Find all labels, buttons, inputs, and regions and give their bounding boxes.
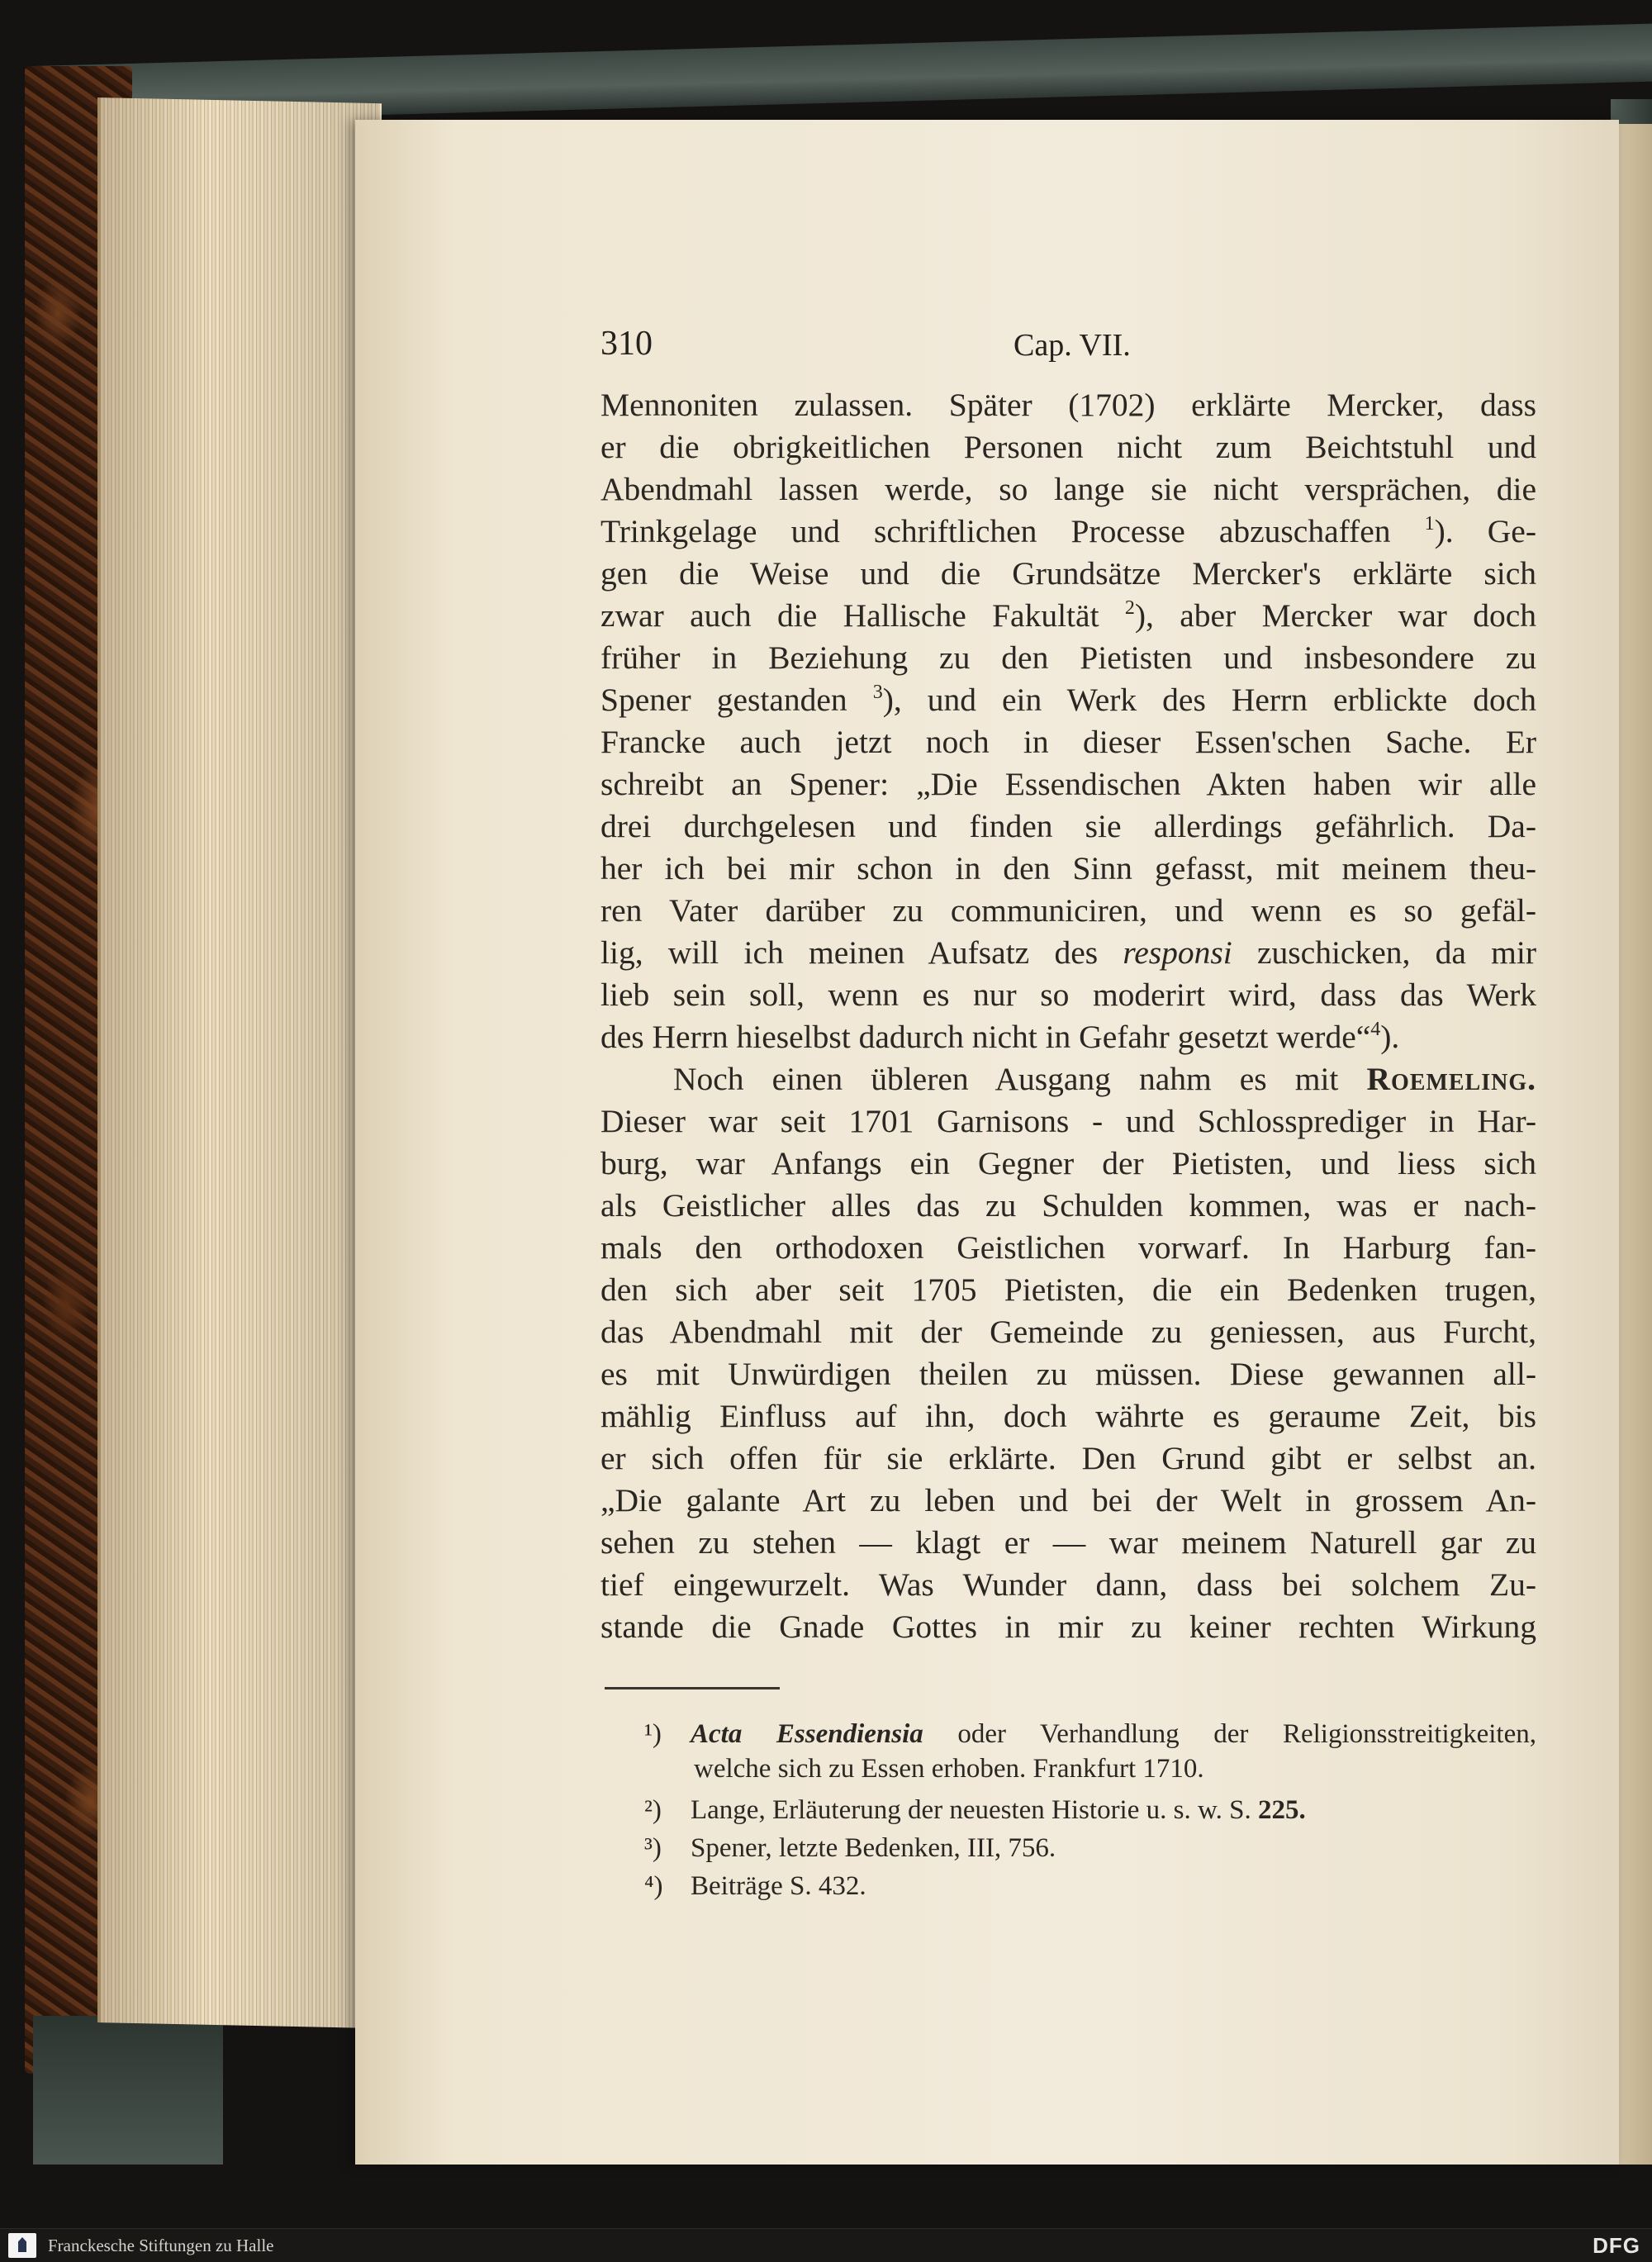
text-line: den sich aber seit 1705 Pietisten, die ein Bedenken trugen, [601,1271,1536,1308]
text-line: tief eingewurzelt. Was Wunder dann, dass bei solchem Zu- [601,1566,1536,1603]
text-line: Noch einen übleren Ausgang nahm es mit Roemeling. [673,1061,1536,1097]
viewer-footer [0,2228,1652,2262]
text-line: Spener gestanden $^3$), und ein Werk des Herrn erblickte doch [601,682,1536,718]
footnote-4: ⁴) Beiträge S. 432. [644,1871,866,1901]
institution-name: Franckesche Stiftungen zu Halle [48,2236,274,2255]
footnote-1: ¹) Acta Essendiensia oder Verhandlung der Religionsstreitigkeiten, [644,1719,1537,1749]
text-line: des Herrn hieselbst dadurch nicht in Gefahr gesetzt werde“$^4$). [601,1019,1400,1055]
text-line: zwar auch die Hallische Fakultät $^2$), aber Mercker war doch [601,597,1537,634]
text-line: „Die galante Art zu leben und bei der Welt in grossem An- [601,1482,1536,1518]
small-caps-name: Roemeling. [1366,1061,1536,1097]
page-number: 310 [601,325,653,363]
text-line: ren Vater darüber zu communiciren, und wenn es so gefäl- [601,892,1536,929]
text-line: Mennoniten zulassen. Später (1702) erklärte Mercker, dass [601,387,1536,423]
italic-word: responsi [1123,934,1232,971]
footnote-1-cont: welche sich zu Essen erhoben. Frankfurt 1710. [694,1754,1204,1784]
text-line: er sich offen für sie erklärte. Den Grund gibt er selbst an. [601,1440,1536,1476]
running-header [601,324,1536,370]
footnote-ref: 4 [1370,1019,1381,1040]
text-line: mals den orthodoxen Geistlichen vorwarf. In Harburg fan- [601,1229,1536,1266]
footnote-ref: 3 [872,682,883,703]
text-line: als Geistlicher alles das zu Schulden kommen, was er nach- [601,1187,1536,1224]
footnote-2: ²) Lange, Erläuterung der neuesten Historie u. s. w. S. 225. [644,1795,1306,1825]
institution-logo-icon [8,2233,36,2258]
text-line: lig, will ich meinen Aufsatz des responsi zuschicken, da mir [601,934,1536,971]
text-line: gen die Weise und die Grundsätze Mercker's erklärte sich [601,555,1536,592]
cover-cloth-bottom [33,2016,223,2165]
text-line: das Abendmahl mit der Gemeinde zu geniessen, aus Furcht, [601,1314,1536,1350]
text-line: es mit Unwürdigen theilen zu müssen. Diese gewannen all- [601,1356,1536,1392]
text-line: Abendmahl lassen werde, so lange sie nicht versprächen, die [601,471,1536,507]
text-line: früher in Beziehung zu den Pietisten und insbesondere zu [601,639,1536,676]
footnote-ref: 1 [1424,513,1435,535]
page-fore-edge-shade [97,97,378,2028]
text-line: er die obrigkeitlichen Personen nicht zum Beichtstuhl und [601,429,1536,465]
dfg-logo: DFG [1593,2233,1640,2258]
text-line: mählig Einfluss auf ihn, doch währte es geraume Zeit, bis [601,1398,1536,1434]
footnote-3: ³) Spener, letzte Bedenken, III, 756. [644,1833,1056,1863]
italic-title: Acta Essendiensia [691,1719,923,1749]
text-line: burg, war Anfangs ein Gegner der Pietisten, und liess sich [601,1145,1536,1181]
text-line: Dieser war seit 1701 Garnisons - und Schlossprediger in Har- [601,1103,1536,1139]
text-line: Francke auch jetzt noch in dieser Essen'schen Sache. Er [601,724,1536,760]
footnote-rule [605,1687,780,1689]
text-line: her ich bei mir schon in den Sinn gefasst, mit meinem theu- [601,850,1536,886]
text-line: schreibt an Spener: „Die Essendischen Akten haben wir alle [601,766,1536,802]
text-line: stande die Gnade Gottes in mir zu keiner rechten Wirkung [601,1609,1536,1645]
chapter-heading: Cap. VII. [1014,328,1131,363]
text-line: Trinkgelage und schriftlichen Processe abzuschaffen $^1$). Ge- [601,513,1536,549]
text-line: drei durchgelesen und finden sie allerdings gefährlich. Da- [601,808,1536,844]
text-line: lieb sein soll, wenn es nur so moderirt wird, dass das Werk [601,977,1536,1013]
text-line: sehen zu stehen — klagt er — war meinem Naturell gar zu [601,1524,1536,1561]
footnote-ref: 2 [1124,597,1135,619]
